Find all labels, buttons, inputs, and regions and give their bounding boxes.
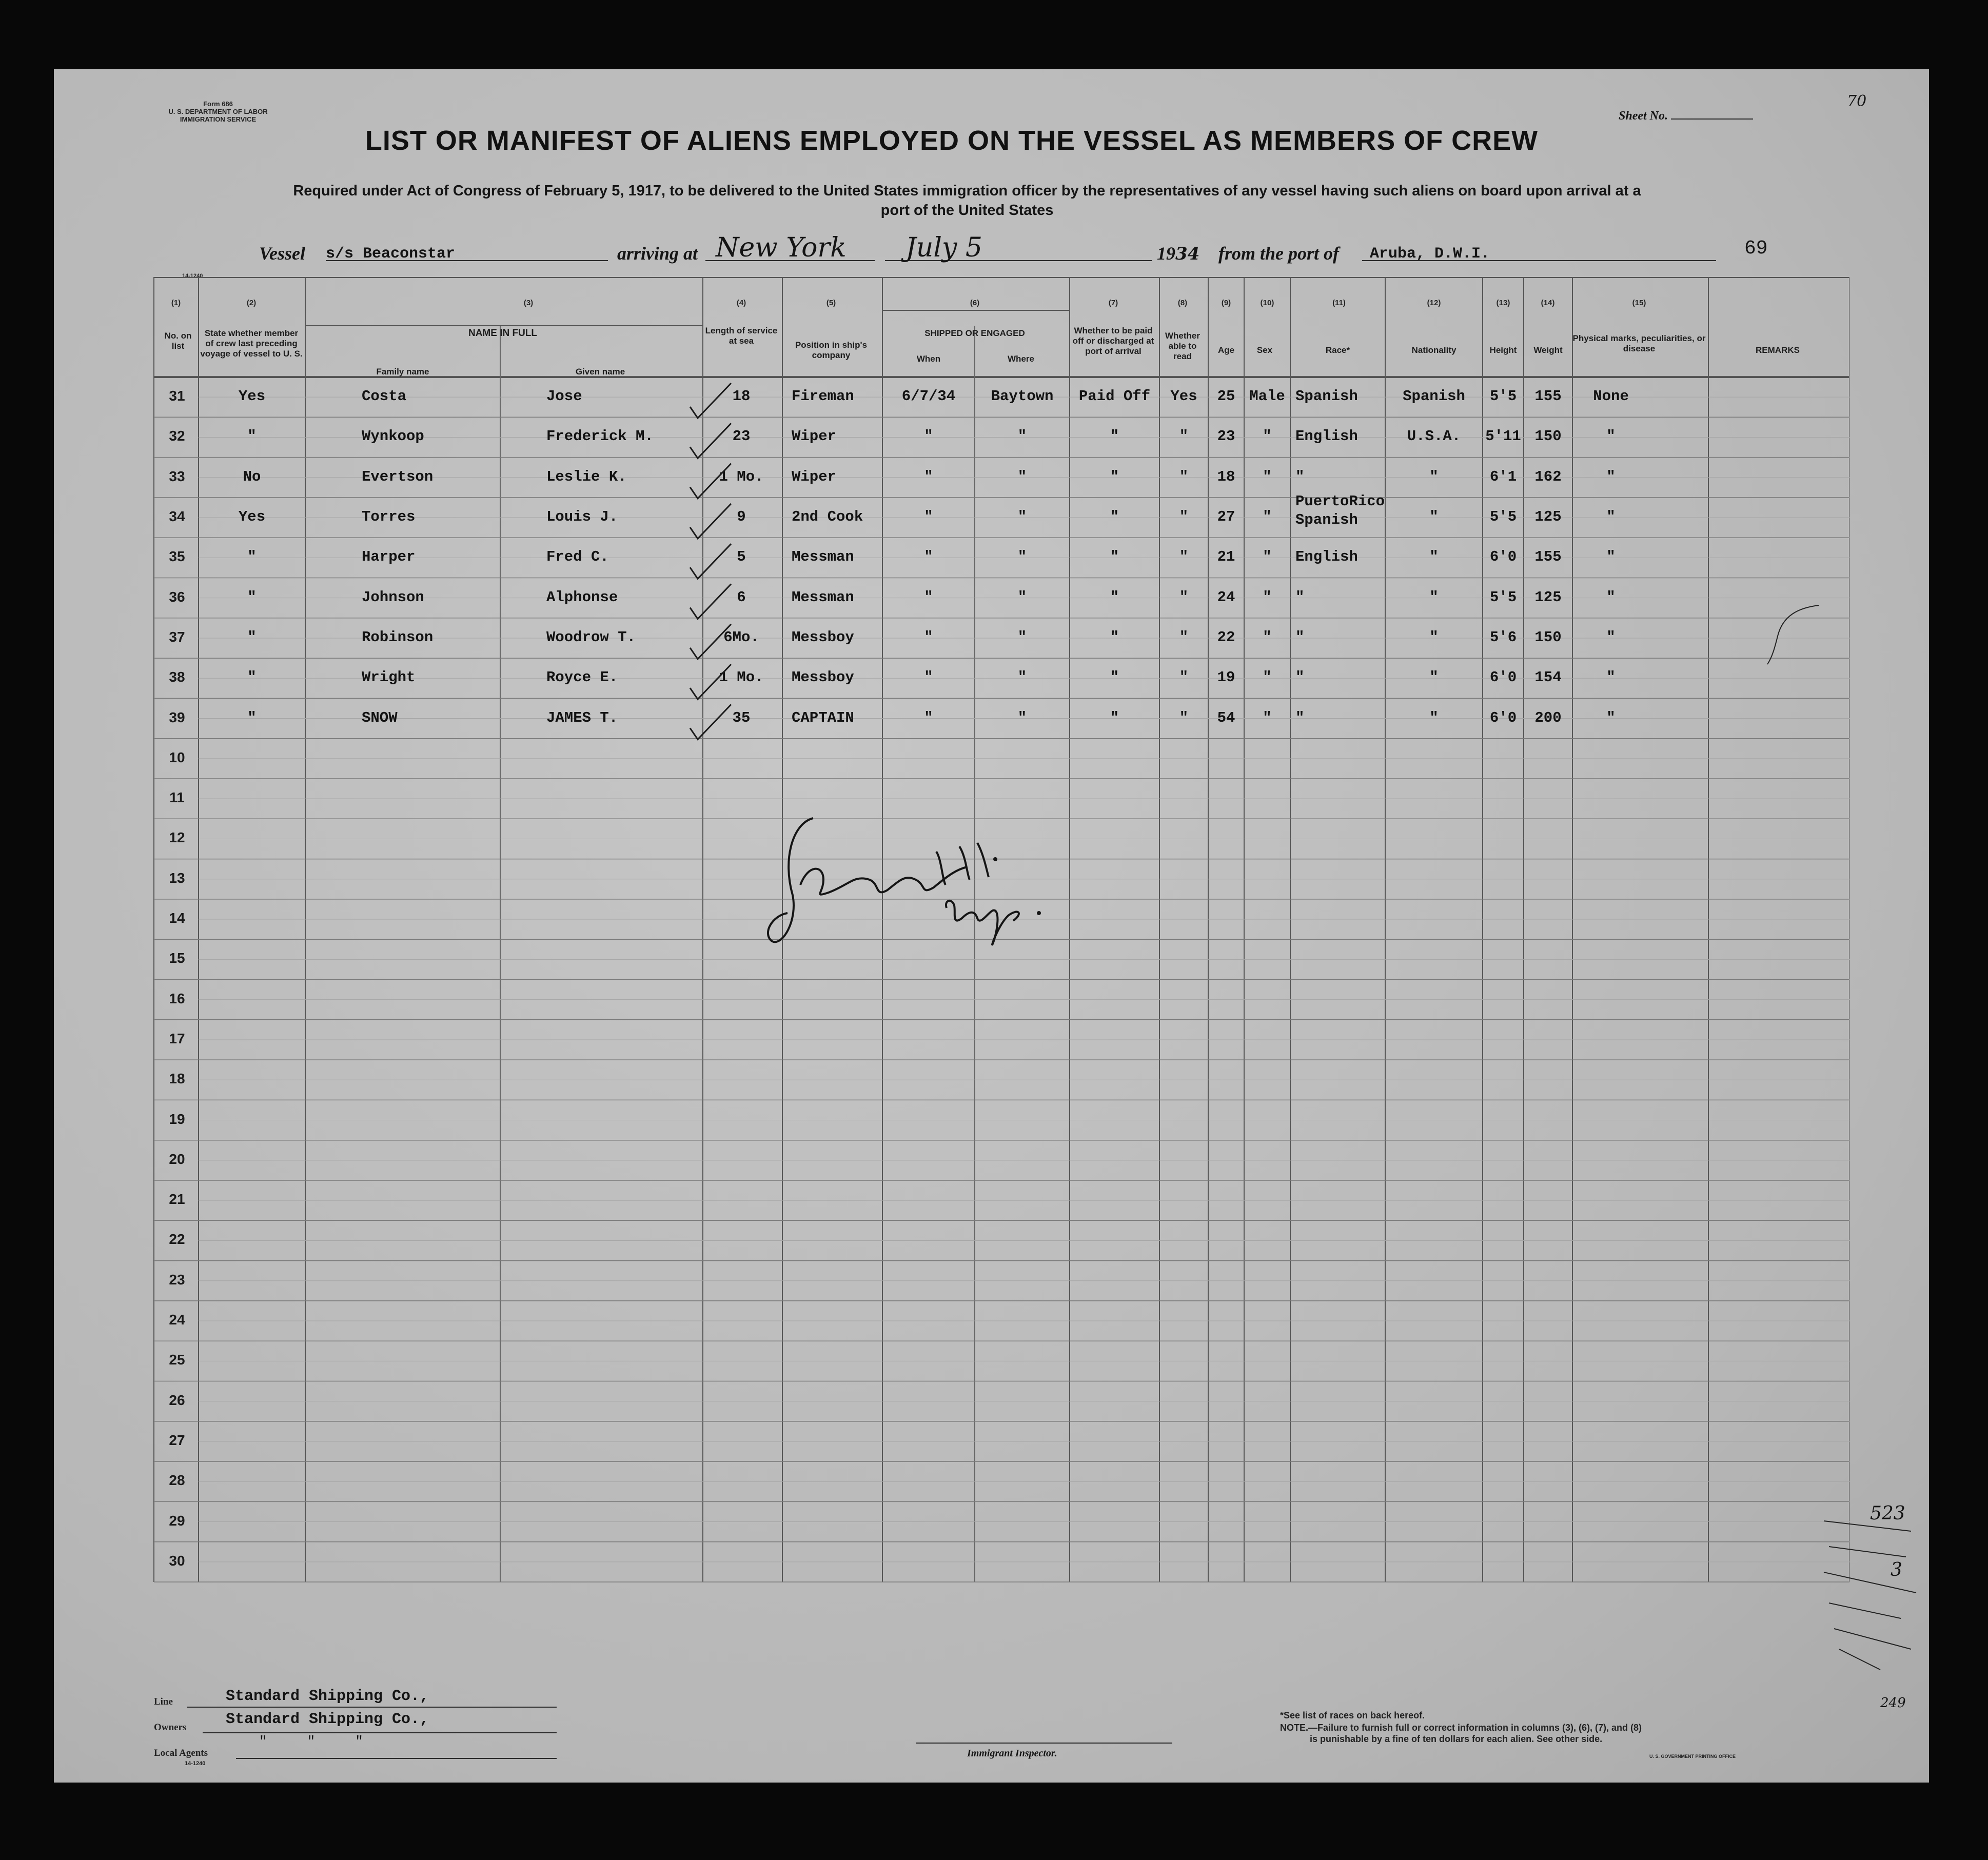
cell-family: SNOW [362, 709, 398, 726]
header-member-of-crew: State whether member of crew last preceding voyage of vessel to U. S. [200, 328, 303, 359]
cell-where: " [1017, 628, 1027, 646]
cell-paid: " [1110, 428, 1119, 445]
cell-service: 1 Mo. [719, 468, 764, 485]
sheet-number-field [1619, 109, 1753, 123]
cell-age: 25 [1217, 388, 1235, 405]
cell-paid: " [1110, 709, 1119, 726]
from-port-label: from the port of [1218, 243, 1340, 264]
cell-height: 5'5 [1489, 588, 1517, 606]
header-no-on-list: No. on list [164, 331, 192, 351]
row-number: 15 [169, 950, 185, 966]
inspector-signature [752, 803, 1070, 957]
row-number: 33 [169, 468, 185, 484]
page-subtitle: Required under Act of Congress of February 5, 1917, to be delivered to the United States immigration officer by the representatives of any vessel having such aliens on board upon arrival at a port of the United States [293, 183, 1641, 219]
cell-race: English [1295, 548, 1358, 566]
sheet-label: Sheet No. [1619, 109, 1668, 123]
cell-read: Yes [1170, 388, 1197, 405]
cell-age: 54 [1217, 709, 1235, 726]
cell-family: Wynkoop [362, 428, 424, 445]
cell-nationality: Spanish [1403, 388, 1465, 405]
page-number: 70 [1847, 92, 1867, 110]
cell-weight: 154 [1534, 669, 1562, 686]
table-row [54, 698, 1849, 738]
header-height: Height [1489, 345, 1517, 355]
cell-age: 23 [1217, 428, 1235, 445]
cell-given: Jose [546, 388, 582, 405]
races-note: *See list of races on back hereof. [1280, 1710, 1425, 1720]
cell-nationality: " [1429, 508, 1439, 526]
cell-given: Louis J. [546, 508, 618, 526]
cell-given: Woodrow T. [546, 628, 636, 646]
cell-given: Royce E. [546, 669, 618, 686]
cell-marks: " [1606, 628, 1616, 646]
header-where: Where [1008, 354, 1034, 364]
cell-height: 5'5 [1489, 388, 1517, 405]
column-number: (3) [523, 299, 534, 307]
cell-height: 5'11 [1485, 428, 1521, 445]
cell-age: 22 [1217, 628, 1235, 646]
header-remarks: REMARKS [1756, 345, 1800, 355]
cell-service: 18 [732, 388, 751, 405]
cell-when: " [924, 709, 933, 726]
page-title: LIST OR MANIFEST OF ALIENS EMPLOYED ON THE VESSEL AS MEMBERS OF CREW [365, 125, 1539, 156]
table-row [54, 417, 1849, 457]
cell-sex: Male [1249, 388, 1285, 405]
row-number: 23 [169, 1271, 185, 1288]
cell-age: 27 [1217, 508, 1235, 526]
row-number: 11 [169, 789, 185, 806]
header-family-name: Family name [376, 367, 429, 377]
cell-age: 24 [1217, 588, 1235, 606]
owners-underline [203, 1732, 557, 1733]
row-number: 31 [169, 388, 185, 404]
column-number: (9) [1221, 299, 1231, 307]
column-number: (8) [1177, 299, 1188, 307]
cell-service: 1 Mo. [719, 669, 764, 686]
cell-age: 21 [1217, 548, 1235, 566]
cell-service: 6Mo. [723, 628, 759, 646]
checkmark [690, 504, 731, 539]
cell-paid: " [1110, 669, 1119, 686]
row-number: 34 [169, 508, 185, 525]
row-number: 24 [169, 1312, 185, 1328]
cell-read: " [1179, 468, 1189, 485]
line-value: Standard Shipping Co., [226, 1688, 429, 1705]
header-given-name: Given name [575, 367, 625, 377]
column-number: (7) [1108, 299, 1118, 307]
cell-where: " [1017, 548, 1027, 566]
checkmark [690, 383, 731, 418]
cell-read: " [1179, 669, 1189, 686]
header-when: When [916, 354, 941, 364]
table-row [54, 377, 1849, 417]
cell-nationality: " [1429, 548, 1439, 566]
cell-sex: " [1263, 628, 1272, 646]
cell-service: 9 [737, 508, 746, 526]
table-row [54, 658, 1849, 698]
cell-member: " [247, 588, 257, 606]
column-number: (1) [171, 299, 181, 307]
vessel-name: s/s Beaconstar [326, 245, 456, 263]
cell-paid: " [1110, 468, 1119, 485]
cell-marks: None [1593, 388, 1629, 405]
inspector-signature-line [916, 1743, 1172, 1744]
row-number: 28 [169, 1472, 185, 1489]
cell-read: " [1179, 709, 1189, 726]
row-number: 29 [169, 1512, 185, 1529]
cell-paid: " [1110, 548, 1119, 566]
cell-when: " [924, 428, 933, 445]
cell-family: Torres [362, 508, 416, 526]
cell-when: " [924, 548, 933, 566]
cell-service: 35 [732, 709, 751, 726]
row-number: 10 [169, 749, 185, 765]
cell-marks: " [1606, 588, 1616, 606]
immigrant-inspector-label: Immigrant Inspector. [967, 1748, 1057, 1759]
row-number: 14 [169, 910, 185, 926]
cell-family: Wright [362, 669, 416, 686]
service-name: IMMIGRATION SERVICE [180, 115, 257, 123]
row-number: 13 [169, 869, 185, 886]
arriving-label: arriving at [617, 243, 698, 264]
row-number: 21 [169, 1191, 185, 1208]
header-paid-off: Whether to be paid off or discharged at port of arrival [1072, 326, 1154, 356]
cell-member: " [247, 428, 257, 445]
column-number: (2) [246, 299, 257, 307]
row-number: 39 [169, 709, 185, 725]
cell-given: Frederick M. [546, 428, 654, 445]
row-number: 36 [169, 588, 185, 605]
cell-member: " [247, 628, 257, 646]
cell-given: Fred C. [546, 548, 609, 566]
cell-member: " [247, 669, 257, 686]
checkmark-column [685, 382, 741, 751]
cell-weight: 125 [1534, 508, 1562, 526]
checkmark [690, 544, 731, 579]
cell-sex: " [1263, 709, 1272, 726]
cell-when: " [924, 669, 933, 686]
checkmark [690, 624, 731, 659]
local-agents-label: Local Agents [154, 1748, 208, 1758]
header-age: Age [1217, 345, 1235, 355]
cell-where: " [1017, 669, 1027, 686]
cell-age: 18 [1217, 468, 1235, 485]
agents-underline [236, 1758, 557, 1759]
cell-paid: Paid Off [1078, 388, 1151, 405]
from-port: Aruba, D.W.I. [1370, 245, 1490, 263]
cell-position: Messman [792, 548, 854, 566]
cell-where: " [1017, 588, 1027, 606]
table-row [54, 618, 1849, 658]
cell-height: 5'6 [1489, 628, 1517, 646]
cell-weight: 155 [1534, 388, 1562, 405]
agents-value: " " " [259, 1734, 363, 1749]
owners-label: Owners [154, 1722, 187, 1733]
header-length-of-service: Length of service at sea [705, 326, 778, 346]
cell-sex: " [1263, 468, 1272, 485]
row-number: 12 [169, 829, 185, 846]
cell-weight: 200 [1534, 709, 1562, 726]
form-code: 14-1240 [182, 273, 203, 279]
cell-read: " [1179, 508, 1189, 526]
cell-nationality: " [1429, 588, 1439, 606]
margin-marks [1819, 1516, 1921, 1731]
cell-age: 19 [1217, 669, 1235, 686]
row-number: 35 [169, 548, 185, 565]
header-physical-marks: Physical marks, peculiarities, or disease [1572, 333, 1706, 353]
cell-given: Alphonse [546, 588, 618, 606]
cell-weight: 155 [1534, 548, 1562, 566]
cell-paid: " [1110, 508, 1119, 526]
cell-nationality: " [1429, 628, 1439, 646]
cell-service: 23 [732, 428, 751, 445]
checkmark [690, 704, 731, 739]
cell-member: " [247, 709, 257, 726]
margin-tally-mid: 3 [1891, 1559, 1902, 1580]
row-number: 26 [169, 1392, 185, 1408]
line-label: Line [154, 1696, 173, 1707]
header-nationality: Nationality [1411, 345, 1456, 355]
cell-sex: " [1263, 428, 1272, 445]
header-sex: Sex [1256, 345, 1273, 355]
cell-read: " [1179, 548, 1189, 566]
cell-race: " [1295, 628, 1305, 646]
cell-race: " [1295, 588, 1305, 606]
table-row [54, 458, 1849, 498]
row-number: 16 [169, 990, 185, 1006]
cell-when: 6/7/34 [901, 388, 956, 405]
cell-member: No [243, 468, 261, 485]
cell-service: 6 [737, 588, 746, 606]
cell-position: Wiper [792, 468, 837, 485]
cell-nationality: U.S.A. [1407, 428, 1461, 445]
row-number: 18 [169, 1071, 185, 1087]
cell-position: Wiper [792, 428, 837, 445]
checkmark [690, 664, 731, 699]
cell-sex: " [1263, 508, 1272, 526]
cell-service: 5 [737, 548, 746, 566]
row-number: 32 [169, 428, 185, 444]
cell-member: Yes [238, 388, 266, 405]
cell-height: 6'1 [1489, 468, 1517, 485]
cell-where: " [1017, 709, 1027, 726]
cell-race: Spanish [1295, 388, 1358, 405]
cell-position: 2nd Cook [792, 508, 863, 526]
cell-paid: " [1110, 628, 1119, 646]
cell-height: 6'0 [1489, 548, 1517, 566]
row-number: 25 [169, 1352, 185, 1368]
line-underline [187, 1707, 557, 1708]
cell-when: " [924, 508, 933, 526]
cell-paid: " [1110, 588, 1119, 606]
column-number: (6) [970, 299, 980, 307]
penalty-note: NOTE.—Failure to furnish full or correct information in columns (3), (6), (7), and (8) is punishable by a fine of ten dollars for each alien. See other side. [1280, 1723, 1642, 1744]
cell-nationality: " [1429, 709, 1439, 726]
header-able-to-read: Whether able to read [1165, 331, 1200, 361]
cell-where: " [1017, 468, 1027, 485]
row-number: 37 [169, 628, 185, 645]
cell-race: " [1295, 709, 1305, 726]
cell-marks: " [1606, 508, 1616, 526]
list-number: 69 [1744, 238, 1768, 260]
cell-given: Leslie K. [546, 468, 627, 485]
manifest-sheet [54, 69, 1929, 1783]
cell-weight: 125 [1534, 588, 1562, 606]
cell-where: " [1017, 508, 1027, 526]
cell-given: JAMES T. [546, 709, 618, 726]
row-number: 20 [169, 1151, 185, 1167]
arriving-port: New York [716, 232, 847, 263]
cell-family: Johnson [362, 588, 424, 606]
checkmark [690, 423, 731, 458]
checkmark [690, 464, 731, 499]
row-number: 17 [169, 1030, 185, 1046]
column-number: (14) [1541, 299, 1555, 307]
cell-position: Fireman [792, 388, 854, 405]
cell-position: Messman [792, 588, 854, 606]
column-number: (13) [1496, 299, 1510, 307]
cell-where: Baytown [991, 388, 1054, 405]
table-row [54, 578, 1849, 618]
department-name: U. S. DEPARTMENT OF LABOR [168, 108, 268, 115]
checkmark [690, 584, 731, 619]
column-number: (4) [736, 299, 746, 307]
column-number: (12) [1427, 299, 1441, 307]
cell-marks: " [1606, 709, 1616, 726]
row-number: 19 [169, 1111, 185, 1127]
row-number: 30 [169, 1552, 185, 1569]
cell-weight: 150 [1534, 628, 1562, 646]
column-number: (15) [1632, 299, 1646, 307]
cell-family: Harper [362, 548, 416, 566]
header-weight: Weight [1533, 345, 1563, 355]
column-number: (11) [1332, 299, 1346, 307]
cell-weight: 162 [1534, 468, 1562, 485]
cell-marks: " [1606, 548, 1616, 566]
column-number: (5) [826, 299, 836, 307]
cell-family: Evertson [362, 468, 434, 485]
form-info-block [141, 100, 295, 123]
margin-tally-top: 523 [1870, 1503, 1905, 1524]
cell-race: English [1295, 428, 1358, 445]
cell-member: Yes [238, 508, 266, 526]
table-row [54, 492, 1849, 538]
printer-imprint: U. S. GOVERNMENT PRINTING OFFICE [1649, 1754, 1736, 1759]
form-number: Form 686 [203, 100, 233, 108]
header-name-in-full: NAME IN FULL [468, 328, 538, 339]
cell-race: PuertoRico Spanish [1295, 492, 1385, 528]
cell-when: " [924, 468, 933, 485]
row-number: 22 [169, 1231, 185, 1248]
cell-weight: 150 [1534, 428, 1562, 445]
header-race: Race* [1325, 345, 1350, 355]
cell-read: " [1179, 588, 1189, 606]
table-row [54, 538, 1849, 578]
cell-when: " [924, 628, 933, 646]
cell-height: 5'5 [1489, 508, 1517, 526]
cell-marks: " [1606, 468, 1616, 485]
cell-member: " [247, 548, 257, 566]
agents-code: 14-1240 [185, 1760, 206, 1767]
cell-sex: " [1263, 588, 1272, 606]
cell-read: " [1179, 428, 1189, 445]
header-position: Position in ship's company [795, 340, 868, 360]
cell-nationality: " [1429, 669, 1439, 686]
cell-read: " [1179, 628, 1189, 646]
cell-race: " [1295, 468, 1305, 485]
cell-when: " [924, 588, 933, 606]
vessel-label: Vessel [259, 243, 305, 264]
owners-value: Standard Shipping Co., [226, 1711, 429, 1728]
cell-sex: " [1263, 548, 1272, 566]
cell-height: 6'0 [1489, 709, 1517, 726]
year-suffix: 34 [1175, 244, 1200, 264]
row-number: 27 [169, 1432, 185, 1448]
cell-marks: " [1606, 669, 1616, 686]
cell-race: " [1295, 669, 1305, 686]
margin-squiggle [1762, 600, 1824, 667]
cell-position: Messboy [792, 628, 854, 646]
cell-family: Robinson [362, 628, 434, 646]
cell-position: Messboy [792, 669, 854, 686]
cell-marks: " [1606, 428, 1616, 445]
row-number: 38 [169, 669, 185, 685]
cell-height: 6'0 [1489, 669, 1517, 686]
header-shipped-or-engaged: SHIPPED OR ENGAGED [924, 328, 1025, 338]
cell-family: Costa [362, 388, 407, 405]
year-field: 1934 [1157, 243, 1200, 264]
cell-position: CAPTAIN [792, 709, 854, 726]
cell-nationality: " [1429, 468, 1439, 485]
margin-tally-low: 249 [1880, 1695, 1906, 1711]
column-number: (10) [1260, 299, 1274, 307]
cell-sex: " [1263, 669, 1272, 686]
arrival-date: July 5 [906, 232, 982, 263]
cell-where: " [1017, 428, 1027, 445]
